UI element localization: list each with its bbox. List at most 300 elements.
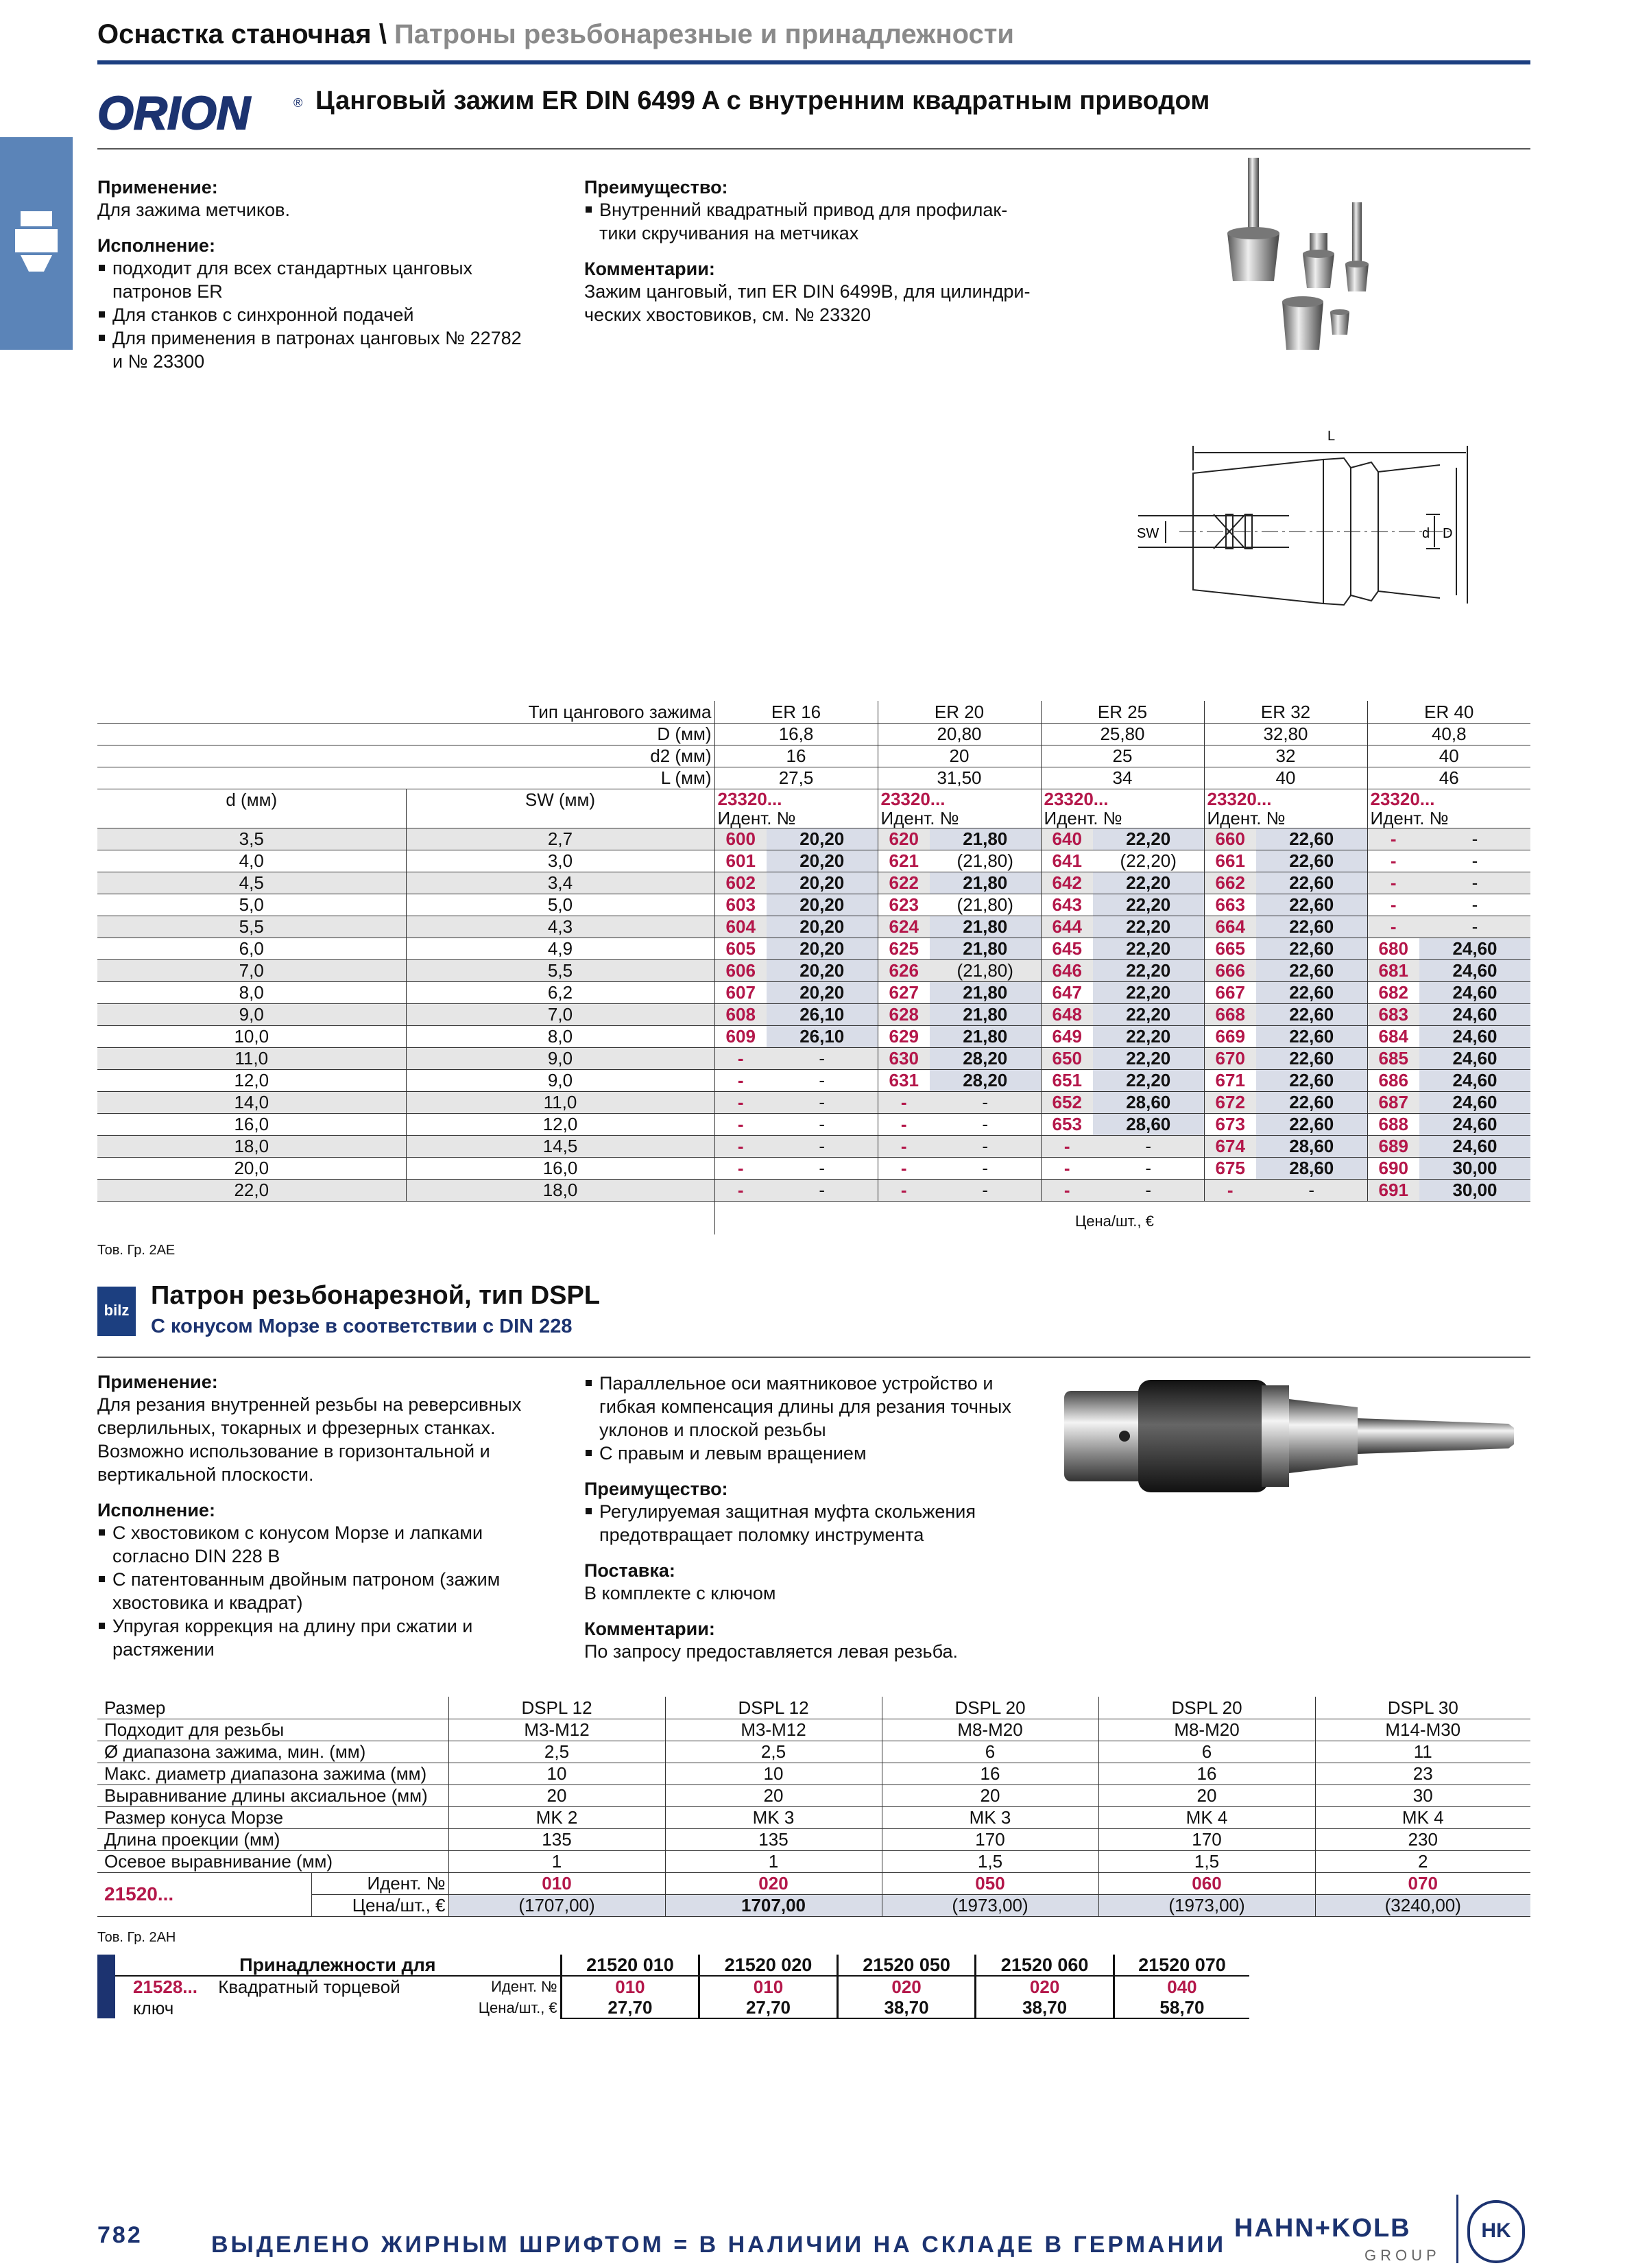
cell-value: DSPL 20	[1098, 1697, 1315, 1719]
cell-ident: 627	[878, 981, 930, 1003]
cell-price: 22,60	[1256, 872, 1367, 894]
cell-ident: 642	[1041, 872, 1093, 894]
cell-d: 18,0	[97, 1135, 406, 1157]
spec-value: 40	[1367, 745, 1530, 767]
cell-price: 22,20	[1093, 1025, 1204, 1047]
spec-row	[97, 767, 1530, 789]
dspl-feature-item: Параллельное оси маятниковое устройство и гибкая компенсация длины для резания точных уклонов и плоской резьбы	[584, 1372, 1037, 1442]
cell-ident: 605	[714, 938, 767, 959]
table-row	[97, 959, 1530, 981]
tap-chuck-product-image	[1056, 1365, 1536, 1509]
cell-price: -	[767, 1179, 878, 1201]
cell-ident: 688	[1367, 1113, 1419, 1135]
table-row	[97, 1741, 1530, 1763]
table2-group: Тов. Гр. 2AH	[97, 1930, 176, 1945]
cell-value: 2,5	[448, 1741, 665, 1763]
cell-value: M8-M20	[882, 1719, 1098, 1741]
cell-price: 28,20	[930, 1047, 1041, 1069]
cell-ident: 622	[878, 872, 930, 894]
cell-ident: 644	[1041, 916, 1093, 938]
cell-ident: 621	[878, 850, 930, 872]
accessories-price: 58,70	[1114, 1997, 1249, 2018]
order-prefix: 23320...	[1370, 788, 1435, 809]
cell-ident: 681	[1367, 959, 1419, 981]
cell-ident: -	[878, 1113, 930, 1135]
cell-price: 20,20	[767, 959, 878, 981]
cell-price: 20,20	[767, 894, 878, 916]
cell-ident: 050	[882, 1872, 1098, 1894]
cell-price: -	[930, 1179, 1041, 1201]
table-row	[97, 1828, 1530, 1850]
spec-value: 16	[714, 745, 878, 767]
accessories-col: 21520 060	[976, 1955, 1114, 1976]
cell-ident: 631	[878, 1069, 930, 1091]
cell-value: 2	[1315, 1850, 1530, 1872]
cell-price: 21,80	[930, 938, 1041, 959]
spec-value: 25	[1041, 745, 1204, 767]
cell-price: -	[1419, 894, 1530, 916]
cell-price: 20,20	[767, 828, 878, 850]
cell-value: 20	[1098, 1784, 1315, 1806]
cell-d: 4,0	[97, 850, 406, 872]
table-row	[97, 1806, 1530, 1828]
cell-ident: 641	[1041, 850, 1093, 872]
cell-price: 20,20	[767, 850, 878, 872]
cell-ident: 685	[1367, 1047, 1419, 1069]
cell-price: 22,20	[1093, 894, 1204, 916]
cell-d: 7,0	[97, 959, 406, 981]
cell-price: 24,60	[1419, 1047, 1530, 1069]
cell-ident: 671	[1204, 1069, 1256, 1091]
cell-value: 135	[448, 1828, 665, 1850]
stock-notice: ВЫДЕЛЕНО ЖИРНЫМ ШРИФТОМ = В НАЛИЧИИ НА СКЛАДЕ В ГЕРМАНИИ	[211, 2232, 1227, 2258]
order-prefix: 23320...	[880, 788, 946, 809]
cell-price: -	[1093, 1157, 1204, 1179]
order-header	[878, 789, 1041, 828]
cell-ident: -	[714, 1091, 767, 1113]
cell-ident: -	[1367, 916, 1419, 938]
cell-ident: 686	[1367, 1069, 1419, 1091]
price-row	[97, 1894, 1530, 1916]
cell-value: DSPL 12	[448, 1697, 665, 1719]
cell-d: 20,0	[97, 1157, 406, 1179]
cell-sw: 11,0	[406, 1091, 714, 1113]
accessories-price-row	[106, 1997, 1249, 2018]
cell-ident: 687	[1367, 1091, 1419, 1113]
cell-price: 22,60	[1256, 938, 1367, 959]
dspl-subtitle: С конусом Морзе в соответствии с DIN 228	[151, 1315, 573, 1337]
cell-price: -	[930, 1091, 1041, 1113]
bilz-logo	[97, 1287, 136, 1336]
accessories-col: 21520 020	[699, 1955, 838, 1976]
cell-price: 26,10	[767, 1025, 878, 1047]
cell-value: 16	[882, 1763, 1098, 1784]
cell-price: 24,60	[1419, 1091, 1530, 1113]
cell-price: -	[767, 1069, 878, 1091]
cell-ident: 691	[1367, 1179, 1419, 1201]
cell-ident: 601	[714, 850, 767, 872]
cell-ident: 663	[1204, 894, 1256, 916]
cell-ident: 628	[878, 1003, 930, 1025]
dspl-comments-label: Комментарии:	[584, 1619, 715, 1639]
cell-ident: -	[878, 1157, 930, 1179]
ident-label: Идент. №	[1207, 807, 1286, 828]
orion-execution-label: Исполнение:	[97, 235, 215, 256]
dspl-delivery-text: В комплекте с ключом	[584, 1583, 776, 1603]
cell-value: M14-M30	[1315, 1719, 1530, 1741]
cell-price: 1707,00	[665, 1894, 882, 1916]
cell-price: 24,60	[1419, 1025, 1530, 1047]
spec-value: 20,80	[878, 723, 1041, 745]
cell-value: 2,5	[665, 1741, 882, 1763]
table-row	[97, 981, 1530, 1003]
cell-ident: 649	[1041, 1025, 1093, 1047]
cell-ident: 650	[1041, 1047, 1093, 1069]
dspl-advantage-label: Преимущество:	[584, 1479, 728, 1499]
cell-ident: 674	[1204, 1135, 1256, 1157]
dspl-execution-item: С хвостовиком с конусом Морзе и лапками согласно DIN 228 B	[97, 1521, 536, 1568]
cell-ident: 060	[1098, 1872, 1315, 1894]
accessories-price: 27,70	[699, 1997, 838, 2018]
header-rule	[97, 60, 1530, 64]
cell-ident: 651	[1041, 1069, 1093, 1091]
cell-price: 28,60	[1256, 1157, 1367, 1179]
order-header	[1204, 789, 1367, 828]
cell-sw: 5,5	[406, 959, 714, 981]
cell-value: 170	[1098, 1828, 1315, 1850]
cell-ident: -	[1041, 1179, 1093, 1201]
cell-price: (21,80)	[930, 894, 1041, 916]
seal-text: HK	[1481, 2219, 1511, 2242]
cell-price: 28,20	[930, 1069, 1041, 1091]
dspl-advantage-item: Регулируемая защитная муфта скольжения предотвращает поломку инструмента	[584, 1500, 1037, 1547]
cell-ident: 020	[665, 1872, 882, 1894]
breadcrumb-separator: \	[378, 19, 387, 49]
cell-d: 8,0	[97, 981, 406, 1003]
cell-value: M8-M20	[1098, 1719, 1315, 1741]
page-header	[97, 19, 1014, 50]
cell-ident: 653	[1041, 1113, 1093, 1135]
cell-value: 1	[448, 1850, 665, 1872]
cell-value: 1,5	[882, 1850, 1098, 1872]
orion-advantage-item: Внутренний квадратный привод для профилак- тики скручивания на метчиках	[584, 198, 1037, 245]
accessories-price: 38,70	[837, 1997, 976, 2018]
cell-price: 24,60	[1419, 938, 1530, 959]
hahn-kolb-seal	[1467, 2200, 1525, 2263]
breadcrumb-main: Оснастка станочная	[97, 19, 372, 49]
cell-ident: 661	[1204, 850, 1256, 872]
cell-d: 22,0	[97, 1179, 406, 1201]
dspl-application-text: Для резания внутренней резьбы на реверсивных сверлильных, токарных и фрезерных станках. Возможно использование в горизонтальной и вертикальной плоскости.	[97, 1394, 522, 1485]
table-row	[97, 1025, 1530, 1047]
cell-ident: 603	[714, 894, 767, 916]
orion-application-text: Для зажима метчиков.	[97, 200, 290, 220]
cell-ident: 647	[1041, 981, 1093, 1003]
orion-execution-item: Для применения в патронах цанговых № 22782 и № 23300	[97, 326, 536, 373]
cell-price: 21,80	[930, 981, 1041, 1003]
cell-price: 22,20	[1093, 872, 1204, 894]
cell-ident: 673	[1204, 1113, 1256, 1135]
drawing-label-big-d: D	[1443, 526, 1453, 541]
cell-price: 24,60	[1419, 981, 1530, 1003]
cell-value: 10	[665, 1763, 882, 1784]
drawing-label-sw: SW	[1137, 526, 1159, 541]
cell-ident: 672	[1204, 1091, 1256, 1113]
dspl-application-label: Применение:	[97, 1372, 218, 1392]
order-prefix: 23320...	[1044, 788, 1109, 809]
cell-ident: 668	[1204, 1003, 1256, 1025]
cell-value: DSPL 12	[665, 1697, 882, 1719]
table-row	[97, 828, 1530, 850]
accessories-order-prefix: 21528...	[133, 1977, 197, 1997]
cell-ident: 624	[878, 916, 930, 938]
cell-sw: 3,0	[406, 850, 714, 872]
cell-ident: -	[1041, 1135, 1093, 1157]
cell-sw: 2,7	[406, 828, 714, 850]
cell-price: 22,60	[1256, 850, 1367, 872]
cell-ident: 665	[1204, 938, 1256, 959]
cell-price: 22,60	[1256, 1025, 1367, 1047]
table-row	[97, 1003, 1530, 1025]
cell-ident: 689	[1367, 1135, 1419, 1157]
order-prefix: 21520...	[97, 1872, 311, 1916]
cell-value: 20	[665, 1784, 882, 1806]
table-row	[97, 1069, 1530, 1091]
cell-value: M3-M12	[665, 1719, 882, 1741]
row-label: Осевое выравнивание (мм)	[97, 1850, 448, 1872]
chuck-icon	[0, 137, 73, 350]
accessories-header-label: Принадлежности для	[106, 1955, 561, 1976]
dspl-delivery-label: Поставка:	[584, 1560, 675, 1581]
spec-value: 31,50	[878, 767, 1041, 789]
cell-price: 22,20	[1093, 959, 1204, 981]
cell-ident: -	[714, 1179, 767, 1201]
cell-ident: 602	[714, 872, 767, 894]
cell-price: 22,60	[1256, 1047, 1367, 1069]
cell-ident: 626	[878, 959, 930, 981]
cell-price: 28,60	[1093, 1091, 1204, 1113]
cell-value: 11	[1315, 1741, 1530, 1763]
table1-column-header	[97, 789, 1530, 828]
cell-price: -	[1419, 850, 1530, 872]
table-row	[97, 1784, 1530, 1806]
cell-ident: 630	[878, 1047, 930, 1069]
cell-price: -	[767, 1157, 878, 1179]
cell-price: 22,20	[1093, 1069, 1204, 1091]
table-row	[97, 850, 1530, 872]
cell-ident: 690	[1367, 1157, 1419, 1179]
spec-value: 27,5	[714, 767, 878, 789]
cell-ident: 643	[1041, 894, 1093, 916]
orion-logo-text: ORION	[97, 87, 250, 139]
cell-value: 30	[1315, 1784, 1530, 1806]
col-sw: SW (мм)	[406, 789, 714, 828]
orion-execution-item: подходит для всех стандартных цанговых патронов ER	[97, 256, 536, 303]
cell-price: -	[1093, 1135, 1204, 1157]
cell-price: 22,60	[1256, 1091, 1367, 1113]
cell-d: 5,0	[97, 894, 406, 916]
accessories-col: 21520 010	[561, 1955, 699, 1976]
cell-ident: -	[878, 1135, 930, 1157]
cell-price: 30,00	[1419, 1157, 1530, 1179]
spec-value: 46	[1367, 767, 1530, 789]
spec-value: ER 20	[878, 701, 1041, 723]
cell-ident: 606	[714, 959, 767, 981]
cell-ident: -	[878, 1179, 930, 1201]
cell-price: -	[930, 1113, 1041, 1135]
spec-row	[97, 745, 1530, 767]
cell-price: 22,20	[1093, 981, 1204, 1003]
page-number: 782	[97, 2222, 143, 2248]
cell-sw: 7,0	[406, 1003, 714, 1025]
cell-ident: 604	[714, 916, 767, 938]
cell-price: 22,20	[1093, 916, 1204, 938]
cell-price: 22,60	[1256, 894, 1367, 916]
cell-ident: 648	[1041, 1003, 1093, 1025]
spec-row	[97, 723, 1530, 745]
orion-middle-col	[584, 177, 1050, 326]
cell-ident: -	[714, 1113, 767, 1135]
cell-price: 22,60	[1256, 1113, 1367, 1135]
ident-label: Идент. №	[1044, 807, 1122, 828]
orion-title: Цанговый зажим ER DIN 6499 A с внутренним квадратным приводом	[315, 86, 1210, 115]
orion-application-label: Применение:	[97, 177, 218, 198]
bilz-logo-text: bilz	[104, 1302, 130, 1319]
cell-price: 22,60	[1256, 1003, 1367, 1025]
cell-value: MK 4	[1098, 1806, 1315, 1828]
cell-sw: 4,3	[406, 916, 714, 938]
price-label: Цена/шт., €	[311, 1894, 448, 1916]
orion-comments-label: Комментарии:	[584, 259, 715, 279]
cell-d: 11,0	[97, 1047, 406, 1069]
cell-price: -	[767, 1047, 878, 1069]
row-label: Подходит для резьбы	[97, 1719, 448, 1741]
cell-ident: -	[1367, 828, 1419, 850]
dspl-middle-col	[584, 1372, 1050, 1663]
cell-ident: 680	[1367, 938, 1419, 959]
cell-ident: -	[1367, 894, 1419, 916]
cell-price: 20,20	[767, 916, 878, 938]
accessories-item-name-cont: ключ	[133, 1997, 174, 2018]
spec-value: 34	[1041, 767, 1204, 789]
cell-ident: 684	[1367, 1025, 1419, 1047]
cell-price: 21,80	[930, 872, 1041, 894]
cell-price: (3240,00)	[1315, 1894, 1530, 1916]
cell-price: 22,20	[1093, 1047, 1204, 1069]
table-row	[97, 1135, 1530, 1157]
cell-value: 10	[448, 1763, 665, 1784]
dspl-execution-item: Упругая коррекция на длину при сжатии и растяжении	[97, 1614, 536, 1661]
hahn-kolb-group-text: GROUP	[1364, 2247, 1441, 2264]
ident-label: Идент. №	[717, 807, 796, 828]
ident-row	[97, 1872, 1530, 1894]
cell-value: 1	[665, 1850, 882, 1872]
cell-ident: -	[1204, 1179, 1256, 1201]
cell-ident: -	[1367, 850, 1419, 872]
cell-sw: 16,0	[406, 1157, 714, 1179]
hahn-kolb-logo-text: HAHN+KOLB	[1234, 2214, 1411, 2243]
orion-left-col	[97, 177, 564, 373]
spec-value: ER 32	[1204, 701, 1367, 723]
cell-value: 16	[1098, 1763, 1315, 1784]
cell-price: (1973,00)	[882, 1894, 1098, 1916]
cell-ident: 629	[878, 1025, 930, 1047]
spec-value: ER 16	[714, 701, 878, 723]
table1-group: Тов. Гр. 2AE	[97, 1243, 176, 1258]
spec-value: 40,8	[1367, 723, 1530, 745]
cell-d: 14,0	[97, 1091, 406, 1113]
cell-ident: 607	[714, 981, 767, 1003]
orion-title-rule	[97, 148, 1530, 150]
accessories-ident-row	[106, 1976, 1249, 1997]
cell-value: MK 4	[1315, 1806, 1530, 1828]
cell-value: MK 3	[665, 1806, 882, 1828]
dspl-execution-item: С патентованным двойным патроном (зажим хвостовика и квадрат)	[97, 1568, 536, 1614]
dspl-spec-table	[97, 1697, 1530, 1917]
cell-ident: -	[1367, 872, 1419, 894]
spec-label: D (мм)	[97, 723, 714, 745]
cell-ident: -	[714, 1047, 767, 1069]
table1-vline	[714, 1200, 715, 1234]
cell-price: 20,20	[767, 938, 878, 959]
table-row	[97, 1091, 1530, 1113]
cell-value: 23	[1315, 1763, 1530, 1784]
orion-logo	[96, 86, 309, 139]
table-row	[97, 1850, 1530, 1872]
table-row	[97, 1697, 1530, 1719]
table-row	[97, 1113, 1530, 1135]
cell-value: M3-M12	[448, 1719, 665, 1741]
cell-d: 5,5	[97, 916, 406, 938]
cell-price: 24,60	[1419, 1135, 1530, 1157]
drawing-label-d: d	[1422, 526, 1430, 541]
collet-technical-drawing	[1124, 418, 1481, 645]
cell-sw: 4,9	[406, 938, 714, 959]
cell-ident: 646	[1041, 959, 1093, 981]
cell-sw: 12,0	[406, 1113, 714, 1135]
cell-price: 28,60	[1256, 1135, 1367, 1157]
ident-label: Идент. №	[311, 1872, 448, 1894]
cell-price: (21,80)	[930, 959, 1041, 981]
cell-ident: 682	[1367, 981, 1419, 1003]
cell-price: -	[1419, 916, 1530, 938]
cell-price: 22,60	[1256, 1069, 1367, 1091]
cell-price: 21,80	[930, 828, 1041, 850]
cell-d: 10,0	[97, 1025, 406, 1047]
cell-price: 20,20	[767, 872, 878, 894]
cell-price: (1707,00)	[448, 1894, 665, 1916]
cell-price: -	[1419, 872, 1530, 894]
accessories-header	[106, 1955, 1249, 1976]
cell-ident: 645	[1041, 938, 1093, 959]
collets-product-image	[1193, 151, 1412, 377]
row-label: Выравнивание длины аксиальное (мм)	[97, 1784, 448, 1806]
order-header	[1367, 789, 1530, 828]
dspl-title-rule	[97, 1357, 1530, 1358]
cell-ident: 623	[878, 894, 930, 916]
drawing-label-l: L	[1327, 429, 1336, 444]
accessories-ident: 010	[699, 1976, 838, 1997]
accessories-ident: 020	[837, 1976, 976, 1997]
cell-value: 6	[882, 1741, 1098, 1763]
row-label: Макс. диаметр диапазона зажима (мм)	[97, 1763, 448, 1784]
accessories-ident: 010	[561, 1976, 699, 1997]
cell-price: 21,80	[930, 916, 1041, 938]
cell-price: 22,60	[1256, 981, 1367, 1003]
cell-ident: 662	[1204, 872, 1256, 894]
col-d: d (мм)	[97, 789, 406, 828]
accessories-price: 38,70	[976, 1997, 1114, 2018]
